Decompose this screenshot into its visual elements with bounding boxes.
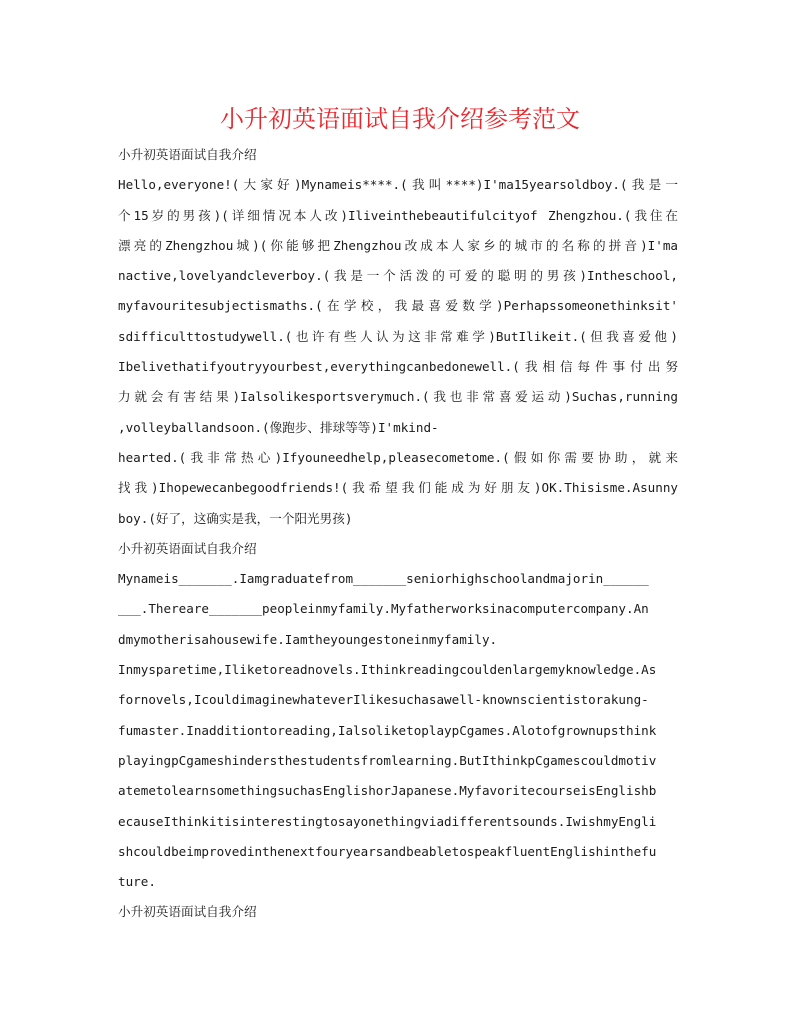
text-line: ture. bbox=[118, 874, 156, 890]
text-line: Inmysparetime,Iliketoreadnovels.Ithinkreadingcouldenlargemyknowledge.As bbox=[118, 662, 657, 678]
text-line: nactive,lovelyandcleverboy.(我是一个活泼的可爱的聪明的男孩)Intheschool, bbox=[118, 268, 678, 284]
section-heading: 小升初英语面试自我介绍 bbox=[118, 147, 257, 162]
text-line: ___.Thereare_______peopleinmyfamily.Myfatherworksinacomputercompany.An bbox=[118, 601, 649, 617]
text-line: 漂亮的Zhengzhou城)(你能够把Zhengzhou改成本人家乡的城市的名称的拼音)I'ma bbox=[118, 237, 678, 253]
text-line: shcouldbeimprovedinthenextfouryearsandbeabletospeakfluentEnglishinthefu bbox=[118, 843, 657, 859]
text-line: fumaster.Inadditiontoreading,IalsoliketoplaypCgames.Alotofgrownupsthink bbox=[118, 722, 657, 738]
text-line: playingpCgameshindersthestudentsfromlearning.ButIthinkpCgamescouldmotiv bbox=[118, 752, 657, 768]
text-line: hearted.(我非常热心)Ifyouneedhelp,pleasecometome.(假如你需要协助，就来 bbox=[118, 449, 678, 465]
text-line: ,volleyballandsoon.(像跑步、排球等等)I'mkind- bbox=[118, 419, 439, 435]
section-heading: 小升初英语面试自我介绍 bbox=[118, 904, 257, 920]
text-line: myfavouritesubjectismaths.(在学校，我最喜爱数学)Perhapssomeonethinksit' bbox=[118, 298, 678, 314]
text-line: Mynameis_______.Iamgraduatefrom_______seniorhighschoolandmajorin______ bbox=[118, 571, 649, 587]
text-line: boy.(好了，这确实是我，一个阳光男孩) bbox=[118, 510, 353, 526]
text-line: Hello,everyone!(大家好)Mynameis****.(我叫****)I'ma15yearsoldboy.(我是一 bbox=[118, 177, 678, 193]
text-line: 个15岁的男孩)(详细情况本人改)Iliveinthebeautifulcityof Zhengzhou.(我住在 bbox=[118, 207, 678, 223]
text-line: 力就会有害结果)Ialsolikesportsverymuch.(我也非常喜爱运动)Suchas,running bbox=[118, 389, 678, 405]
text-line: fornovels,IcouldimaginewhateverIlikesuchasawell-knownscientistorakung- bbox=[118, 692, 649, 708]
text-line: sdifficulttostudywell.(也许有些人认为这非常难学)ButIlikeit.(但我喜爱他) bbox=[118, 328, 678, 344]
text-line: atemetolearnsomethingsuchasEnglishorJapanese.MyfavoritecourseisEnglishb bbox=[118, 783, 657, 799]
section-heading: 小升初英语面试自我介绍 bbox=[118, 540, 257, 556]
text-line: Ibelivethatifyoutryyourbest,everythingcanbedonewell.(我相信每件事付出努 bbox=[118, 359, 678, 375]
text-line: dmymotherisahousewife.Iamtheyoungestoneinmyfamily. bbox=[118, 631, 498, 647]
text-line: ecauseIthinkitisinterestingtosayonethingviadifferentsounds.IwishmyEngli bbox=[118, 813, 657, 829]
document-title: 小升初英语面试自我介绍参考范文 bbox=[220, 105, 580, 133]
text-line: 找我)Ihopewecanbegoodfriends!(我希望我们能成为好朋友)OK.Thisisme.Asunny bbox=[118, 480, 678, 496]
document-body bbox=[118, 140, 678, 928]
